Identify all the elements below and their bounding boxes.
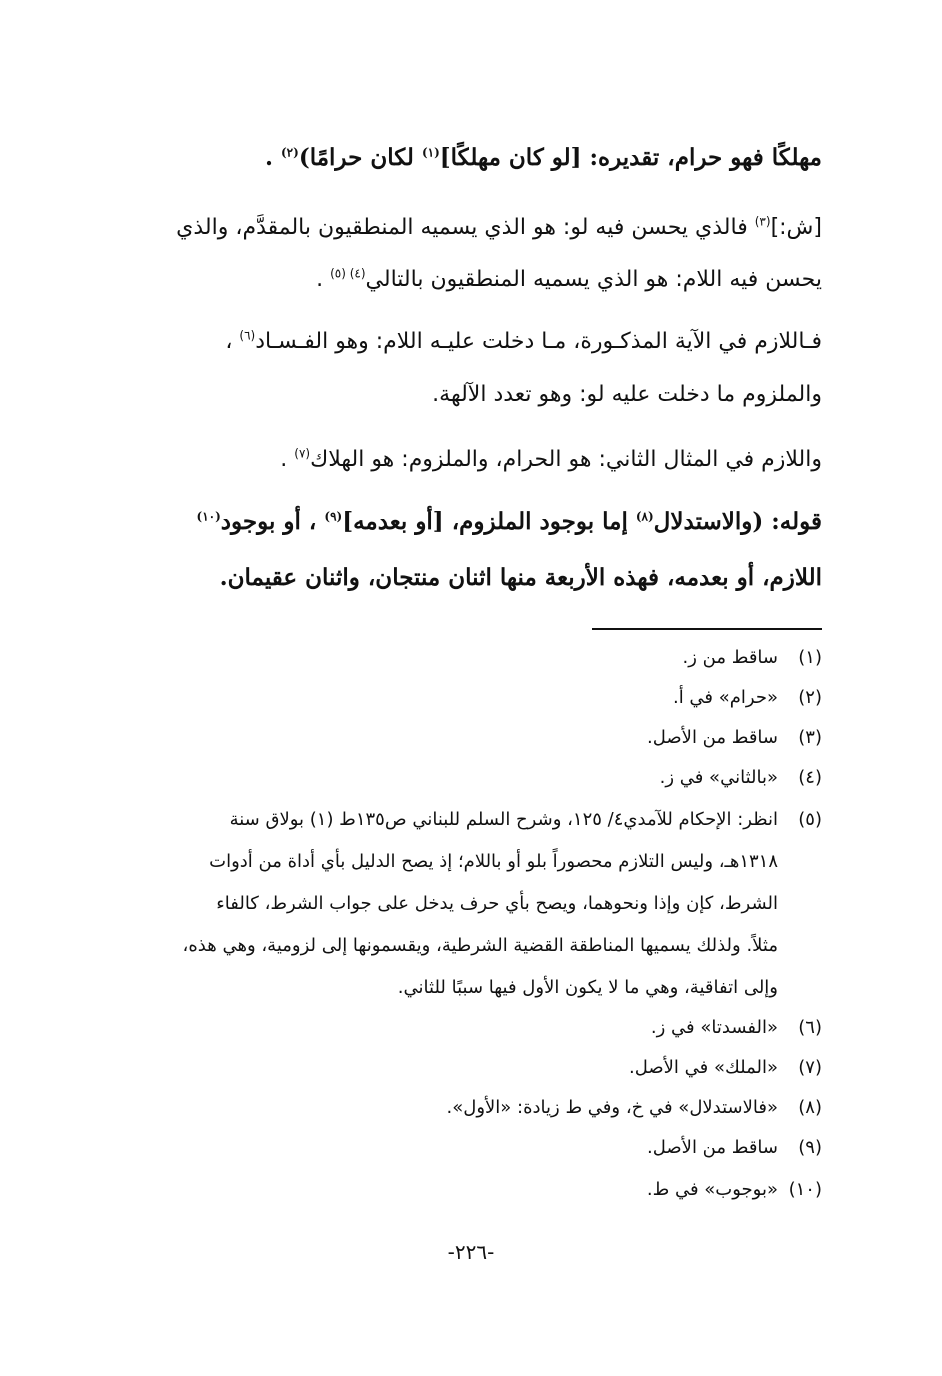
- text: ، أو بوجود: [220, 508, 325, 535]
- footnote-text: ساقط من ز.: [682, 647, 778, 668]
- text: فـاللازم في الآية المذكـورة، مـا دخلت عليـه اللام: وهو الفـسـاد: [255, 329, 822, 354]
- footnote-text: «حرام» في أ.: [672, 687, 778, 708]
- footnote-text: وإلى اتفاقية، وهي ما لا يكون الأول فيها سببًا للثاني.: [397, 977, 778, 998]
- footnote-5-line-3: [216, 884, 778, 924]
- footnote-number: (٣): [798, 727, 822, 748]
- footnote-text: انظر: الإحكام للآمدي٤/ ١٢٥، وشرح السلم للبناني ص١٣٥ط (١) بولاق سنة: [229, 809, 778, 830]
- footnote-9: [647, 1128, 822, 1168]
- body-line-6: [280, 440, 822, 480]
- body-line-4: [225, 322, 822, 362]
- footnote-text: «فالاستدلال» في خ، وفي ط زيادة: «الأول».: [446, 1097, 778, 1118]
- footnote-text: «الملك» في الأصل.: [628, 1057, 778, 1078]
- footnote-text: ساقط من الأصل.: [647, 727, 778, 748]
- footnote-10: [647, 1170, 822, 1210]
- footnote-ref: (٦): [239, 328, 256, 343]
- text: [ش:]: [770, 215, 822, 240]
- footnote-3: [647, 718, 822, 758]
- footnote-ref: (٨): [635, 509, 654, 524]
- footnote-ref: (٤) (٥): [330, 266, 366, 281]
- footnote-4: [660, 758, 822, 798]
- footnote-text: «بوجوب» في ط.: [646, 1179, 778, 1200]
- text: .: [316, 267, 331, 292]
- footnote-number: (٤): [798, 767, 822, 788]
- text: قوله: (والاستدلال: [653, 508, 822, 535]
- body-line-2: [176, 208, 822, 248]
- footnote-2: [673, 678, 822, 718]
- footnote-number: (٢): [798, 687, 822, 708]
- text: مهلكًا فهو حرام، تقديره: [لو كان مهلكًا]: [439, 144, 822, 171]
- footnote-ref: (٣): [754, 214, 771, 229]
- footnote-number: (٦): [798, 1017, 822, 1038]
- footnote-number: (٨): [798, 1097, 822, 1118]
- footnote-number: (١): [798, 647, 822, 668]
- body-line-7: [197, 502, 822, 542]
- body-line-1: [265, 138, 822, 178]
- footnote-1: [683, 638, 822, 678]
- footnote-5-line-2: [209, 842, 778, 882]
- footnote-ref: (٢): [280, 145, 299, 160]
- footnote-separator: [592, 628, 822, 630]
- footnote-text: «بالثاني» في ز.: [659, 767, 778, 788]
- page-number: -٢٢٦-: [447, 1240, 495, 1264]
- footnote-5-line-5: [398, 968, 778, 1008]
- text: إما بوجود الملزوم، [أو بعدمه]: [342, 508, 636, 535]
- text: واللازم في المثال الثاني: هو الحرام، والملزوم: هو الهلاك: [310, 447, 822, 472]
- footnote-ref: (١٠): [196, 509, 221, 524]
- footnote-text: مثلاً. ولذلك يسميها المناطقة القضية الشرطية، ويقسمونها إلى لزومية، وهي هذه،: [182, 935, 778, 956]
- text: اللازم، أو بعدمه، فهذه الأربعة منها اثنان منتجان، واثنان عقيمان.: [219, 564, 822, 591]
- text: لكان حرامًا): [298, 144, 422, 171]
- footnote-8: [447, 1088, 822, 1128]
- footnote-7: [629, 1048, 822, 1088]
- footnote-ref: (٩): [324, 509, 343, 524]
- footnote-number: (١٠): [788, 1179, 822, 1200]
- footnote-text: الشرط، كإن وإذا ونحوهما، ويصح بأي حرف يدخل على جواب الشرط، كالفاء: [216, 893, 778, 914]
- footnote-5: [230, 800, 822, 840]
- footnote-number: (٩): [798, 1137, 822, 1158]
- text: .: [264, 144, 281, 171]
- text: والملزوم ما دخلت عليه لو: وهو تعدد الآلهة.: [432, 382, 822, 407]
- footnote-text: ساقط من الأصل.: [647, 1137, 778, 1158]
- footnote-text: «الفسدتا» في ز.: [650, 1017, 778, 1038]
- body-line-5: [432, 375, 822, 415]
- footnote-text: ١٣١٨هـ، وليس التلازم محصوراً بلو أو باللام؛ إذ يصح الدليل بأي أداة من أدوات: [209, 851, 778, 872]
- footnote-ref: (١): [421, 145, 440, 160]
- footnote-ref: (٧): [294, 446, 311, 461]
- footnote-6: [651, 1008, 822, 1048]
- text: ،: [225, 329, 240, 354]
- text: فالذي يحسن فيه لو: هو الذي يسميه المنطقيون بالمقدَّم، والذي: [176, 215, 755, 240]
- body-line-3: [316, 260, 822, 300]
- footnote-number: (٥): [798, 809, 822, 830]
- text: .: [280, 447, 295, 472]
- footnote-5-line-4: [183, 926, 778, 966]
- body-line-8: [220, 558, 822, 598]
- text: يحسن فيه اللام: هو الذي يسميه المنطقيون بالتالي: [365, 267, 822, 292]
- footnote-number: (٧): [798, 1057, 822, 1078]
